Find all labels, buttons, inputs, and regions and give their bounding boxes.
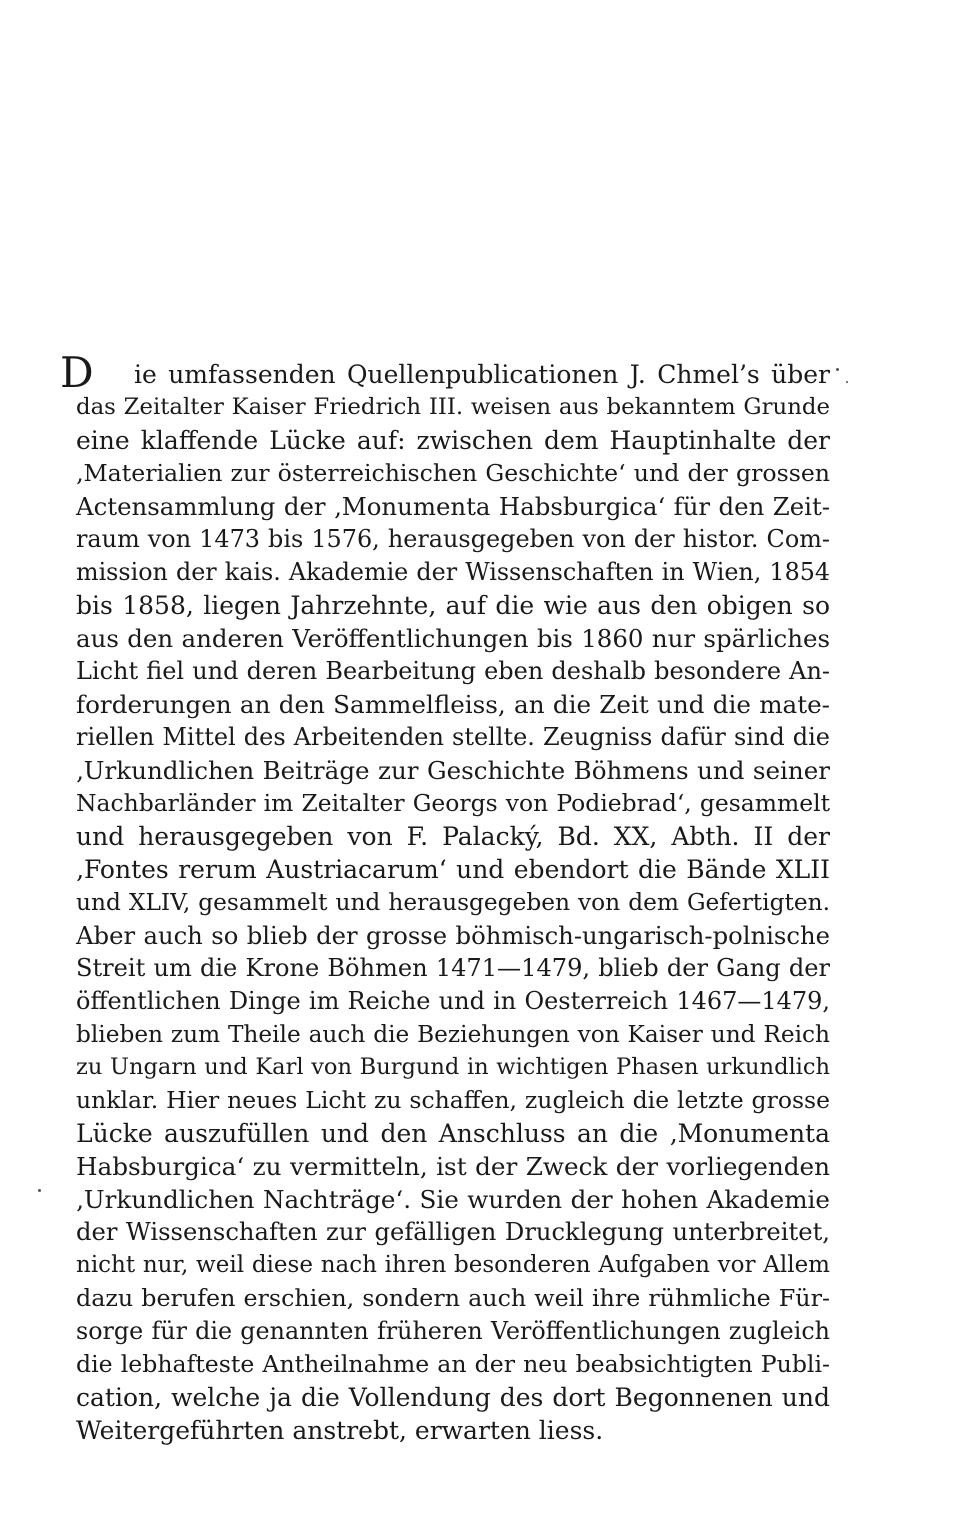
text-line: Habsburgica‘ zu vermitteln, ist der Zweck der vorliegenden	[76, 1152, 830, 1181]
text-line: ‚Urkundlichen Nachträge‘. Sie wurden der hohen Akademie	[76, 1185, 830, 1214]
body-paragraph	[76, 358, 830, 1447]
text-line: der Wissenschaften zur gefälligen Drucklegung unterbreitet,	[76, 1218, 830, 1246]
text-line: blieben zum Theile auch die Beziehungen von Kaiser und Reich	[76, 1021, 830, 1048]
text-line: Nachbarländer im Zeitalter Georgs von Podiebrad‘, gesammelt	[76, 789, 830, 817]
text-line: ‚Fontes rerum Austriacarum‘ und ebendort die Bände XLII	[76, 855, 830, 884]
text-line: mission der kais. Akademie der Wissenschaften in Wien, 1854	[76, 558, 830, 586]
text-line: eine klaffende Lücke auf: zwischen dem Hauptinhalte der	[76, 426, 830, 455]
text-line: und XLIV, gesammelt und herausgegeben von dem Gefertigten.	[76, 889, 830, 916]
text-line: Streit um die Krone Böhmen 1471—1479, blieb der Gang der	[76, 954, 830, 982]
text-line: unklar. Hier neues Licht zu schaffen, zugleich die letzte grosse	[76, 1086, 830, 1114]
text-line: Lücke auszufüllen und den Anschluss an die ‚Monumenta	[76, 1119, 830, 1148]
text-line: und herausgegeben von F. Palacký, Bd. XX, Abth. II der	[76, 822, 830, 851]
text-line: zu Ungarn und Karl von Burgund in wichtigen Phasen urkundlich	[76, 1054, 830, 1080]
text-line: ‚Materialien zur österreichischen Geschichte‘ und der grossen	[76, 459, 830, 487]
text-line: aus den anderen Veröffentlichungen bis 1860 nur spärliches	[76, 624, 830, 653]
text-line: raum von 1473 bis 1576, herausgegeben von der histor. Com-	[76, 525, 830, 553]
text-line: das Zeitalter Kaiser Friedrich III. weisen aus bekanntem Grunde	[76, 394, 830, 420]
text-line: Actensammlung der ‚Monumenta Habsburgica‘ für den Zeit-	[76, 492, 830, 521]
text-line: dazu berufen erschien, sondern auch weil ihre rühmliche Für-	[76, 1284, 830, 1312]
text-line: ‚Urkundlichen Beiträge zur Geschichte Böhmens und seiner	[76, 756, 830, 785]
text-line: öffentlichen Dinge im Reiche und in Oesterreich 1467—1479,	[76, 987, 830, 1015]
drop-cap-initial: D	[60, 348, 94, 397]
text-line: bis 1858, liegen Jahrzehnte, auf die wie aus den obigen so	[76, 591, 830, 620]
text-line: riellen Mittel des Arbeitenden stellte. Zeugniss dafür sind die	[76, 723, 830, 751]
text-line: Licht fiel und deren Bearbeitung eben deshalb besondere An-	[76, 657, 830, 685]
scan-speck	[38, 1189, 41, 1192]
text-line: cation, welche ja die Vollendung des dort Begonnenen und	[76, 1383, 830, 1412]
text-line: Weitergeführten anstrebt, erwarten liess.	[76, 1416, 604, 1445]
text-line: nicht nur, weil diese nach ihren besonderen Aufgaben vor Allem	[76, 1252, 830, 1278]
text-line: die lebhafteste Antheilnahme an der neu beabsichtigten Publi-	[76, 1350, 830, 1378]
text-line: ie umfassenden Quellenpublicationen J. Chmel’s über	[134, 360, 830, 389]
text-line: sorge für die genannten früheren Veröffentlichungen zugleich	[76, 1317, 830, 1345]
scan-speck	[836, 368, 839, 371]
scan-speck	[846, 381, 848, 383]
text-line: Aber auch so blieb der grosse böhmisch-ungarisch-polnische	[76, 921, 830, 950]
text-line: forderungen an den Sammelfleiss, an die Zeit und die mate-	[76, 690, 830, 719]
